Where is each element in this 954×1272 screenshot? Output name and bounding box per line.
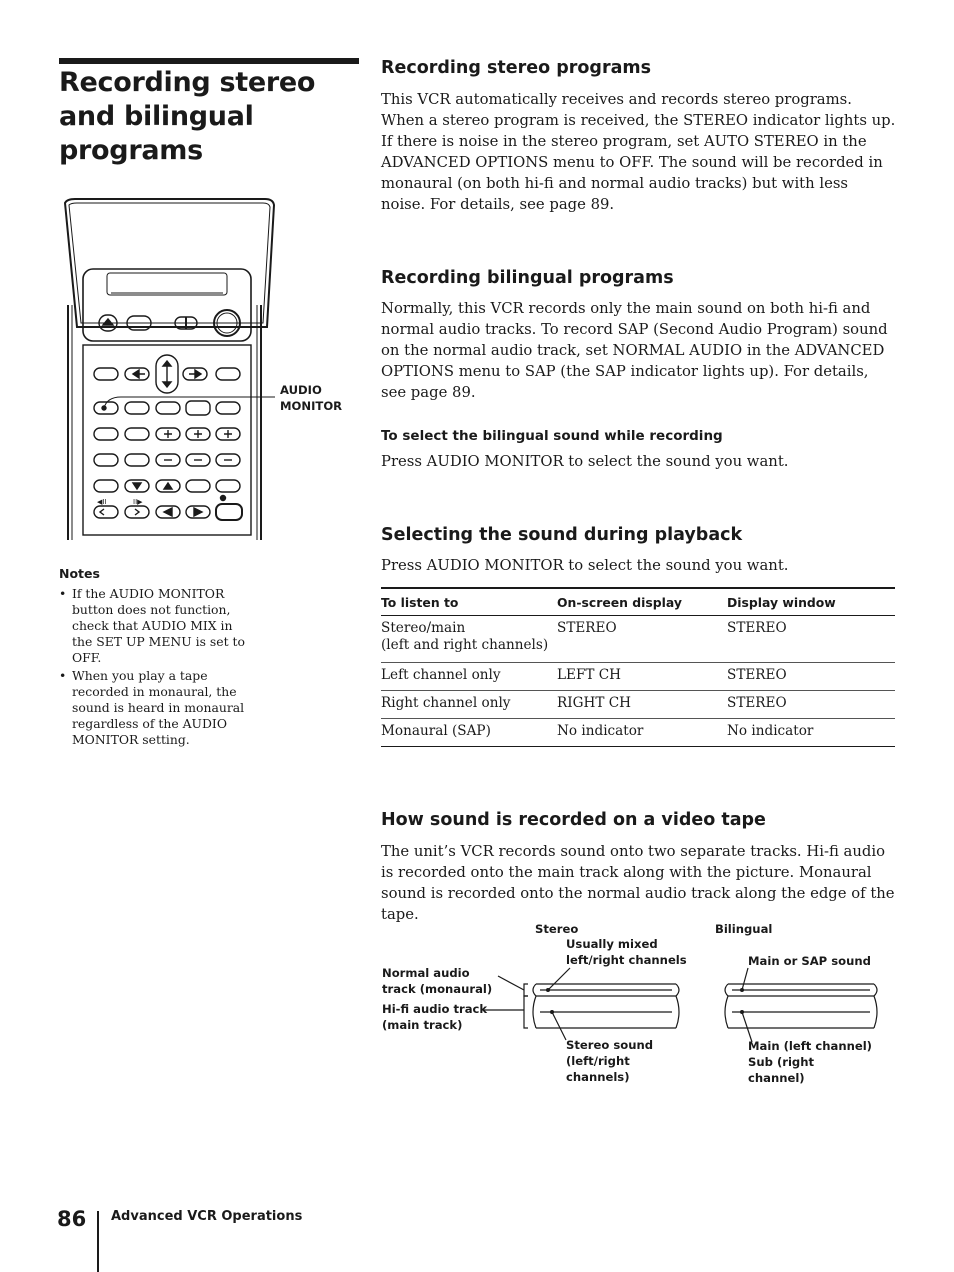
table-cell: STEREO [727, 663, 895, 691]
subheading-bilingual-select: To select the bilingual sound while recording [381, 428, 723, 444]
table-cell: No indicator [727, 723, 814, 739]
diagram-mixed-label: Usually mixed left/right channels [566, 937, 687, 967]
table-cell: STEREO [727, 691, 895, 719]
tape-diagram [480, 960, 900, 1050]
table-cell: STEREO [557, 616, 727, 663]
table-row [381, 616, 895, 663]
table-cell: Left channel only [381, 663, 557, 691]
bilingual-tape [725, 984, 877, 1028]
list-item: • When you play a tape recorded in monaural, the sound is heard in monaural regardless of the AUDIO MONITOR setting. [59, 668, 245, 747]
list-item: • If the AUDIO MONITOR button does not function, check that AUDIO MIX in the SET UP MENU is set to OFF. [59, 586, 245, 665]
svg-text:II▶: II▶ [133, 498, 143, 506]
section-body-stereo: This VCR automatically receives and records stereo programs. When a stereo program is received, the STEREO indicator lights up. If there is noise in the stereo program, set AUTO STEREO in the ADVANCED OPTIONS menu to OFF. The sound will be recorded in monaural (on both hi-fi and normal audio tracks) but with less noise. For details, see page 89. [381, 91, 896, 213]
section-heading-stereo: Recording stereo programs [381, 58, 652, 78]
column-header: On-screen display [557, 588, 727, 616]
subbody-bilingual-select: Press AUDIO MONITOR to select the sound you want. [381, 453, 789, 470]
diagram-bilingual-title: Bilingual [715, 922, 773, 936]
section-body-bilingual: Normally, this VCR records only the main sound on both hi-fi and normal audio tracks. To record SAP (Second Audio Program) sound on the normal audio track, set NORMAL AUDIO in the ADVANCED OPTIONS menu to SAP (the SAP indicator lights up). For details, see page 89. [381, 300, 888, 401]
sound-table [381, 587, 895, 747]
diagram-main-sap-label: Main or SAP sound [748, 954, 871, 968]
table-cell: LEFT CH [557, 663, 727, 691]
diagram-stereo-title: Stereo [535, 922, 579, 936]
table-cell: STEREO [727, 616, 895, 663]
table-header-row [381, 588, 895, 616]
remote-cover [65, 199, 274, 327]
column-header: Display window [727, 588, 895, 616]
audio-monitor-label: AUDIO MONITOR [280, 383, 343, 413]
table-row [381, 719, 895, 747]
page-number: 86 [57, 1207, 87, 1231]
table-cell: RIGHT CH [557, 691, 727, 719]
title-rule [59, 58, 359, 64]
diagram-stereo-sound-label: Stereo sound (left/right channels) [566, 1038, 654, 1084]
footer-section-title: Advanced VCR Operations [111, 1209, 303, 1224]
section-heading-tape: How sound is recorded on a video tape [381, 810, 766, 830]
diagram-hifi-track-label: Hi-fi audio track (main track) [382, 1002, 488, 1032]
table-row [381, 691, 895, 719]
svg-text:◀II: ◀II [97, 498, 107, 506]
stereo-tape [533, 984, 679, 1028]
notes-title: Notes [59, 566, 100, 581]
table-cell: Monaural (SAP) [381, 723, 491, 739]
table-cell: Right channel only [381, 691, 557, 719]
table-cell: No indicator [557, 723, 644, 739]
diagram-normal-track-label: Normal audio track (monaural) [382, 966, 493, 996]
section-body-tape: The unit’s VCR records sound onto two separate tracks. Hi-fi audio is recorded onto the main track along with the picture. Monaural sound is recorded onto the normal audio track along the edge of the tape. [381, 843, 895, 923]
notes-list [59, 586, 249, 750]
diagram-main-sub-label: Main (left channel) Sub (right channel) [748, 1039, 872, 1085]
section-body-playback: Press AUDIO MONITOR to select the sound you want. [381, 557, 789, 574]
section-heading-bilingual: Recording bilingual programs [381, 268, 674, 288]
table-row [381, 663, 895, 691]
remote-control-illustration [55, 195, 355, 545]
footer-rule [97, 1211, 99, 1272]
section-heading-playback: Selecting the sound during playback [381, 525, 743, 545]
page-title: Recording stereo and bilingual programs [59, 67, 316, 166]
column-header: To listen to [381, 588, 557, 616]
table-cell: Stereo/main (left and right channels) [381, 616, 557, 663]
